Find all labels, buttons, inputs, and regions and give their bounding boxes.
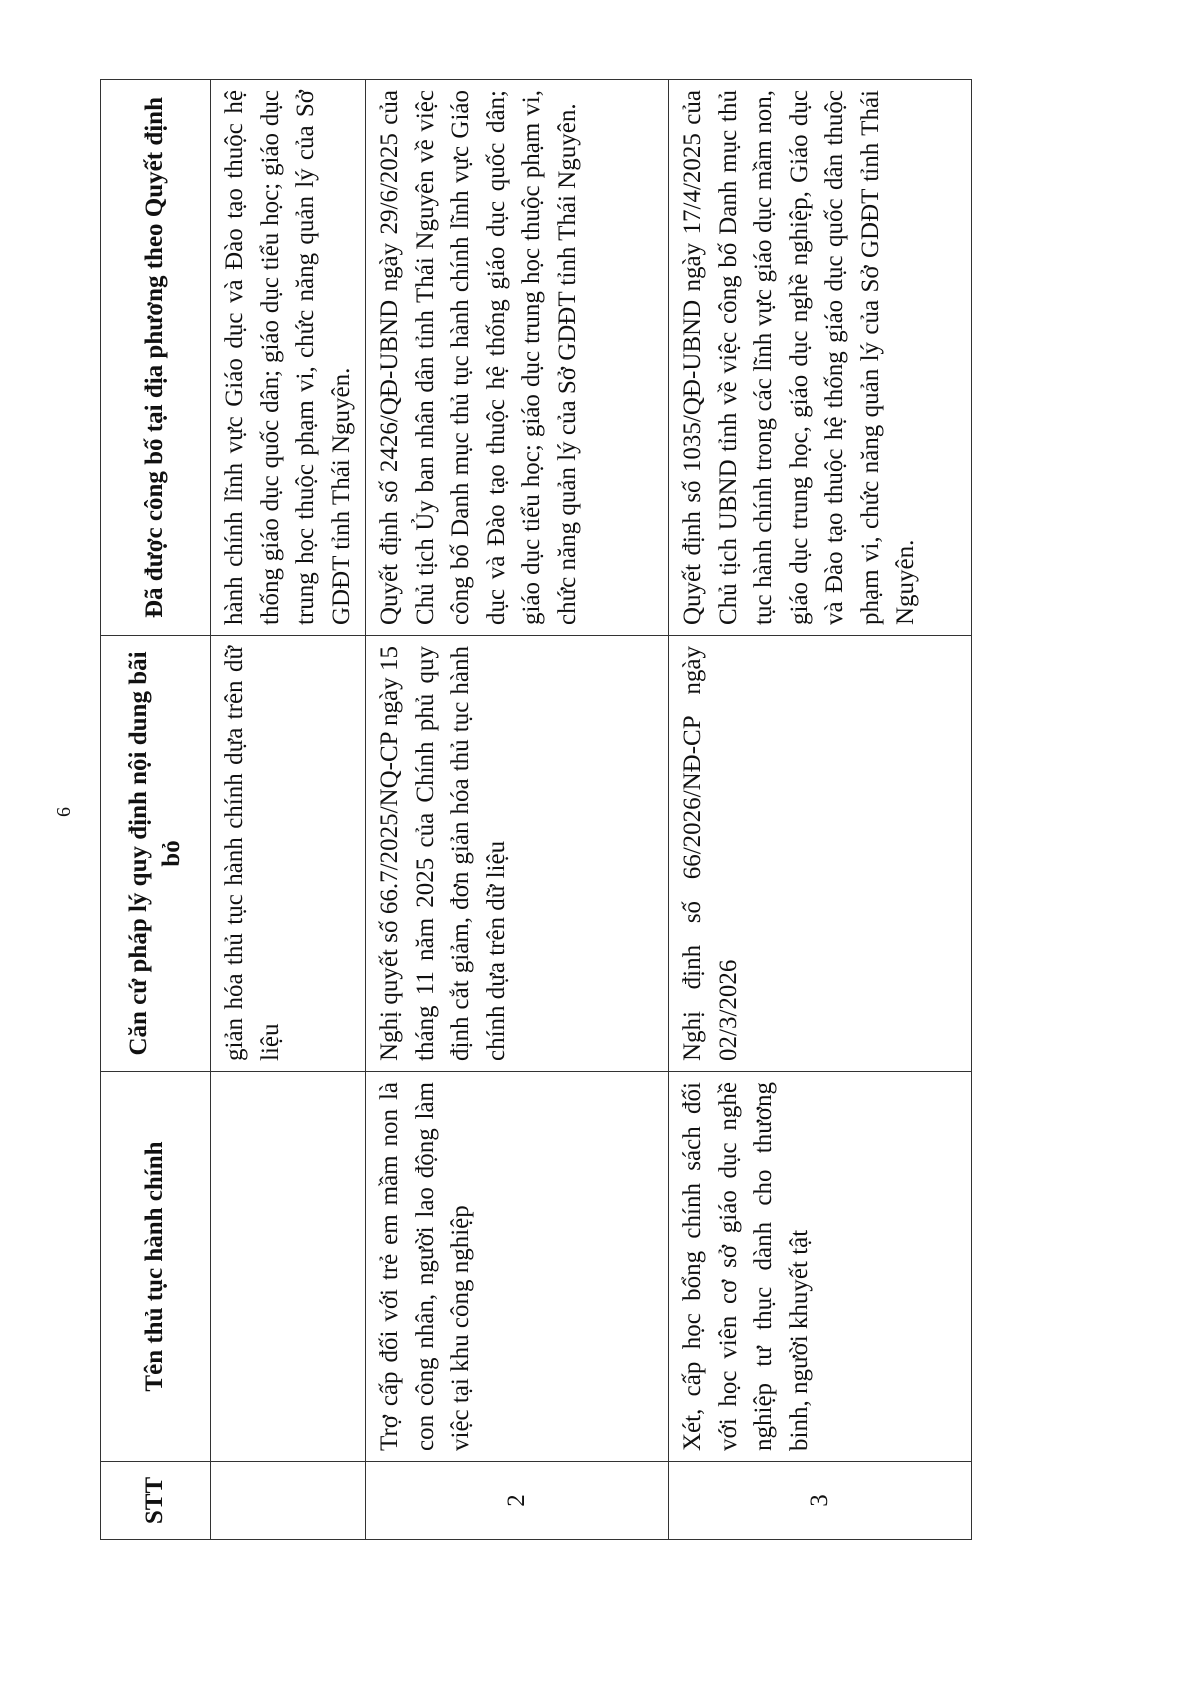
header-legal-basis: Căn cứ pháp lý quy định nội dung bãi bỏ xyxy=(101,636,211,1072)
cell-procedure-name: Xét, cấp học bổng chính sách đối với học viên cơ sở giáo dục nghề nghiệp tư thục dành cho thương binh, người khuyết tật xyxy=(669,1072,972,1462)
page-number: 6 xyxy=(53,807,75,817)
cell-legal-basis: Nghị quyết số 66.7/2025/NQ-CP ngày 15 tháng 11 năm 2025 của Chính phủ quy định cắt giảm, đơn giản hóa thủ tục hành chính dựa trên dữ liệu xyxy=(366,636,669,1072)
cell-procedure-name: Trợ cấp đối với trẻ em mầm non là con công nhân, người lao động làm việc tại khu công nghiệp xyxy=(366,1072,669,1462)
cell-published-decision: Quyết định số 1035/QĐ-UBND ngày 17/4/2025 của Chủ tịch UBND tỉnh về việc công bố Danh mục thủ tục hành chính trong các lĩnh vực giáo dục mầm non, giáo dục trung học, giáo dục nghề nghiệp, Giáo dục và Đào tạo thuộc hệ thống giáo dục quốc dân thuộc phạm vi, chức năng quản lý của Sở GDĐT tỉnh Thái Nguyên. xyxy=(669,80,972,636)
rotated-page xyxy=(100,0,960,1540)
table-row xyxy=(211,80,366,1540)
cell-stt: 3 xyxy=(669,1462,972,1540)
procedures-table xyxy=(100,79,972,1540)
table-row xyxy=(366,80,669,1540)
cell-stt: 2 xyxy=(366,1462,669,1540)
table-row xyxy=(669,80,972,1540)
cell-stt xyxy=(211,1462,366,1540)
header-published-decision: Đã được công bố tại địa phương theo Quyết định xyxy=(101,80,211,636)
cell-published-decision: hành chính lĩnh vực Giáo dục và Đào tạo thuộc hệ thống giáo dục quốc dân; giáo dục tiểu học; giáo dục trung học thuộc phạm vi, chức năng quản lý của Sở GDĐT tỉnh Thái Nguyên. xyxy=(211,80,366,636)
header-stt: STT xyxy=(101,1462,211,1540)
table-header-row xyxy=(101,80,211,1540)
cell-published-decision: Quyết định số 2426/QĐ-UBND ngày 29/6/2025 của Chủ tịch Ủy ban nhân dân tỉnh Thái Nguyên về việc công bố Danh mục thủ tục hành chính lĩnh vực Giáo dục và Đào tạo thuộc hệ thống giáo dục quốc dân; giáo dục tiểu học; giáo dục trung học thuộc phạm vi, chức năng quản lý của Sở GDĐT tỉnh Thái Nguyên. xyxy=(366,80,669,636)
header-procedure-name: Tên thủ tục hành chính xyxy=(101,1072,211,1462)
cell-legal-basis: Nghị định số 66/2026/NĐ-CP ngày 02/3/2026 xyxy=(669,636,972,1072)
cell-legal-basis: giản hóa thủ tục hành chính dựa trên dữ liệu xyxy=(211,636,366,1072)
cell-procedure-name xyxy=(211,1072,366,1462)
